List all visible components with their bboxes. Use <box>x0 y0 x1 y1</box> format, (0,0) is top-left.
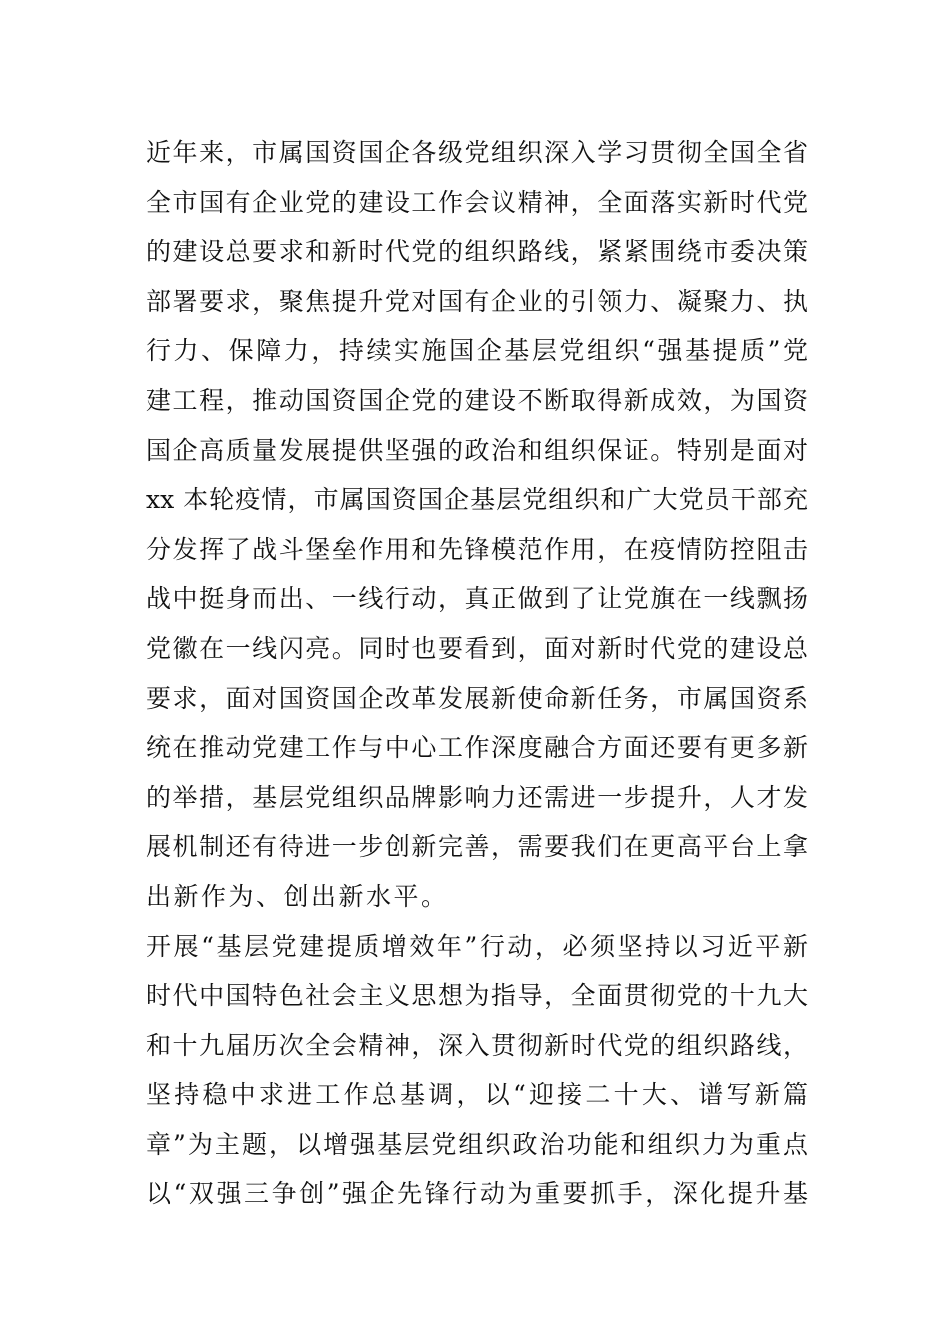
text-line-9: 分发挥了战斗堡垒作用和先锋模范作用，在疫情防控阻击 <box>146 534 808 564</box>
text-line-3: 的建设总要求和新时代党的组织路线，紧紧围绕市委决策 <box>146 237 808 267</box>
text-line-11: 党徽在一线闪亮。同时也要看到，面对新时代党的建设总 <box>146 633 808 663</box>
text-line-13: 统在推动党建工作与中心工作深度融合方面还要有更多新 <box>146 733 808 763</box>
text-line-18: 时代中国特色社会主义思想为指导，全面贯彻党的十九大 <box>146 981 808 1011</box>
text-line-10: 战中挺身而出、一线行动，真正做到了让党旗在一线飘扬 <box>146 584 808 614</box>
text-line-14: 的举措，基层党组织品牌影响力还需进一步提升，人才发 <box>146 782 808 812</box>
text-line-8: xx 本轮疫情，市属国资国企基层党组织和广大党员干部充 <box>146 485 808 515</box>
text-line-12: 要求，面对国资国企改革发展新使命新任务，市属国资系 <box>146 683 808 713</box>
text-line-16: 出新作为、创出新水平。 <box>146 881 449 911</box>
text-line-20: 坚持稳中求进工作总基调，以“迎接二十大、谱写新篇 <box>146 1080 808 1110</box>
text-line-7: 国企高质量发展提供坚强的政治和组织保证。特别是面对 <box>146 435 808 465</box>
text-line-19: 和十九届历次全会精神，深入贯彻新时代党的组织路线， <box>146 1030 808 1060</box>
text-line-4: 部署要求，聚焦提升党对国有企业的引领力、凝聚力、执 <box>146 286 808 316</box>
body-text <box>146 128 808 1219</box>
text-line-6: 建工程，推动国资国企党的建设不断取得新成效，为国资 <box>146 385 808 415</box>
text-line-15: 展机制还有待进一步创新完善，需要我们在更高平台上拿 <box>146 832 808 862</box>
text-line-17: 开展“基层党建提质增效年”行动，必须坚持以习近平新 <box>146 931 808 961</box>
text-line-22: 以“双强三争创”强企先锋行动为重要抓手，深化提升基 <box>146 1179 808 1209</box>
text-line-21: 章”为主题，以增强基层党组织政治功能和组织力为重点 <box>146 1129 808 1159</box>
text-line-2: 全市国有企业党的建设工作会议精神，全面落实新时代党 <box>146 187 808 217</box>
text-line-5: 行力、保障力，持续实施国企基层党组织“强基提质”党 <box>146 336 808 366</box>
text-line-1: 近年来，市属国资国企各级党组织深入学习贯彻全国全省 <box>146 138 808 167</box>
